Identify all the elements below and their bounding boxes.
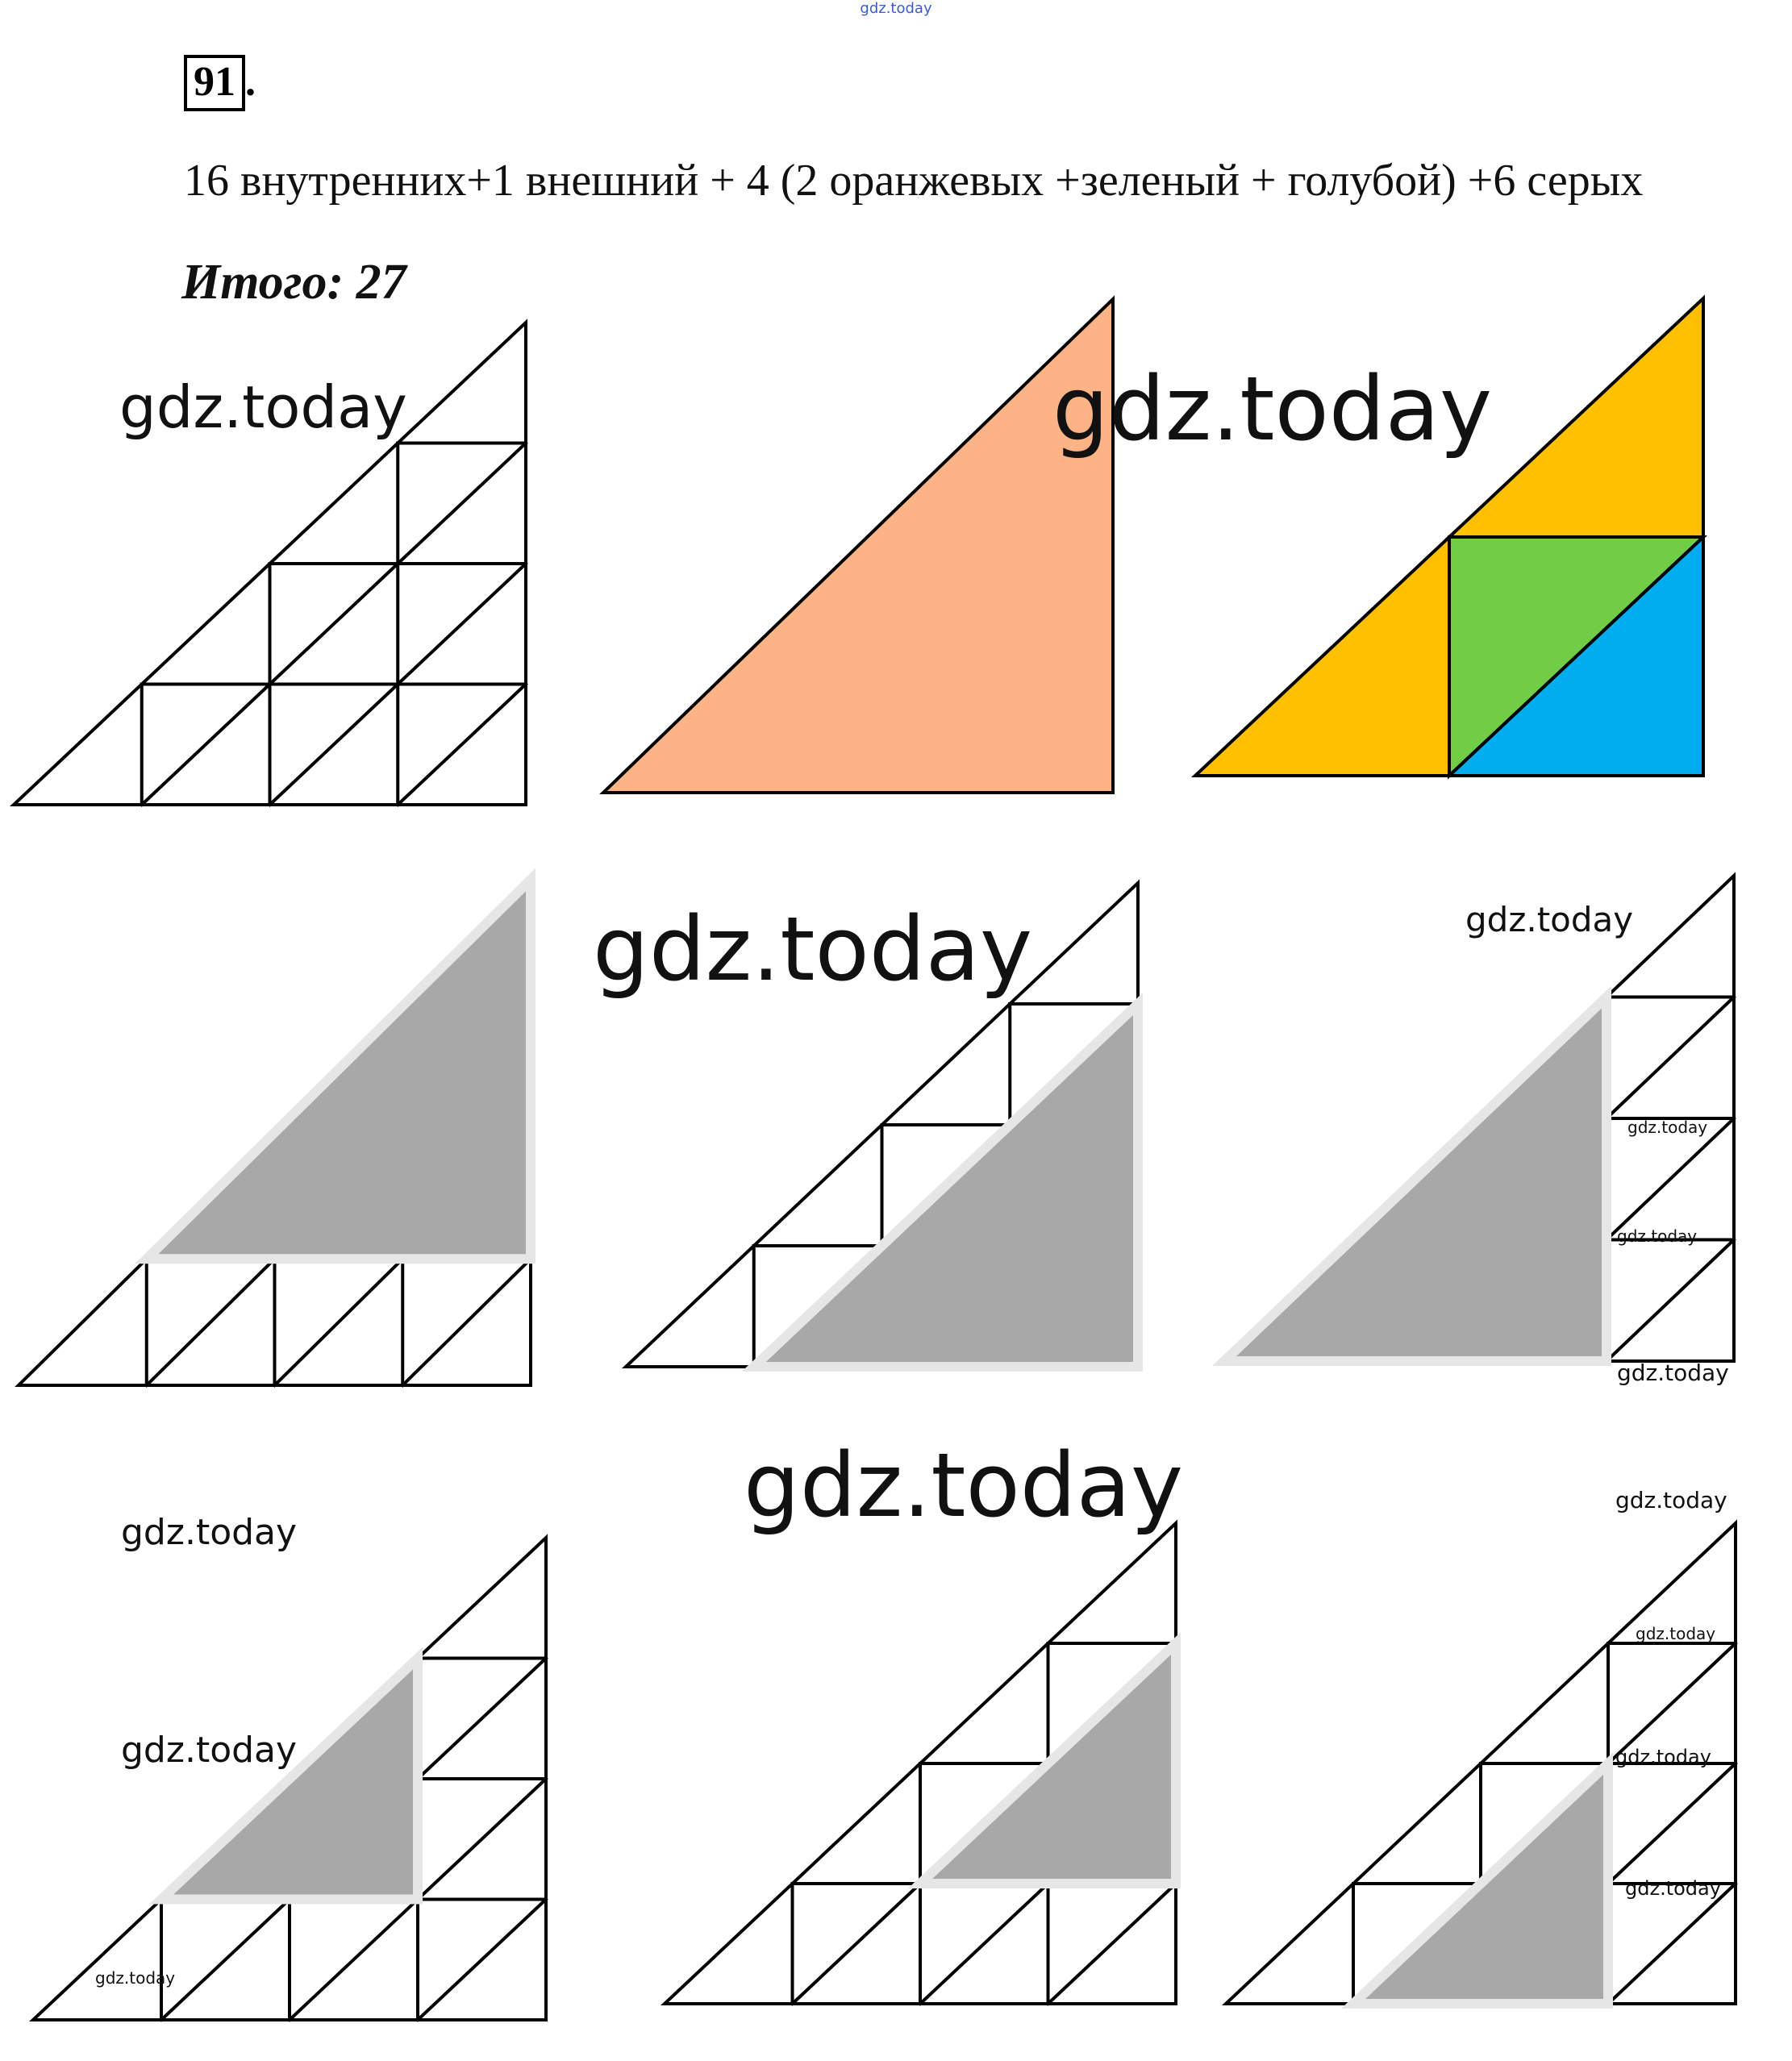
full-grid-diag bbox=[270, 685, 398, 806]
full-grid-diag bbox=[270, 564, 398, 685]
watermark-13: gdz.today bbox=[1615, 1746, 1711, 1768]
top-watermark: gdz.today bbox=[860, 0, 932, 17]
gray-size-3-top-diag bbox=[275, 1259, 403, 1385]
gray-size-3-top-diag bbox=[147, 1259, 275, 1385]
watermark-8: gdz.today bbox=[744, 1434, 1184, 1537]
gray-size-2-a-gray-triangle bbox=[161, 1659, 418, 1900]
watermark-7: gdz.today bbox=[1617, 1359, 1729, 1386]
watermark-11: gdz.today bbox=[121, 1730, 298, 1771]
gray-size-2-c-diag bbox=[1608, 1763, 1736, 1884]
gray-size-3-left-diag bbox=[1607, 1240, 1734, 1362]
watermark-14: gdz.today bbox=[1625, 1877, 1721, 1900]
watermark-3: gdz.today bbox=[593, 897, 1033, 1001]
gray-size-3-middle-gray-triangle bbox=[754, 1004, 1138, 1367]
full-grid-diag bbox=[398, 685, 526, 806]
watermark-4: gdz.today bbox=[1465, 900, 1634, 939]
gray-size-2-c-diag bbox=[1608, 1884, 1736, 2004]
gray-size-2-a-diag bbox=[418, 1659, 546, 1780]
gray-size-2-b-diag bbox=[793, 1884, 921, 2004]
gray-size-2-b-diag bbox=[1048, 1884, 1177, 2004]
gray-size-2-a-diag bbox=[161, 1900, 290, 2021]
orange-triangle-left bbox=[1195, 537, 1449, 776]
watermark-1: gdz.today bbox=[119, 373, 407, 441]
watermark-12: gdz.today bbox=[1636, 1624, 1716, 1643]
full-grid-diag bbox=[398, 564, 526, 685]
watermark-2: gdz.today bbox=[1052, 357, 1493, 460]
watermark-15: gdz.today bbox=[95, 1968, 176, 1988]
full-grid-diag bbox=[142, 685, 270, 806]
total-label: Итого: 27 bbox=[181, 255, 406, 310]
gray-size-2-a-diag bbox=[418, 1779, 546, 1900]
gray-size-3-top-diag bbox=[402, 1259, 531, 1385]
problem-description: 16 внутренних+1 внешний + 4 (2 оранжевых +зеленый + голубой) +6 серых bbox=[184, 156, 1644, 206]
gray-size-3-top-gray-triangle bbox=[147, 880, 531, 1259]
gray-size-3-left-diag bbox=[1607, 997, 1734, 1119]
watermark-9: gdz.today bbox=[121, 1512, 298, 1553]
watermark-5: gdz.today bbox=[1627, 1118, 1708, 1137]
gray-size-2-b-diag bbox=[920, 1884, 1048, 2004]
problem-number-suffix: . bbox=[245, 59, 256, 105]
problem-number-box: 91 bbox=[184, 55, 245, 111]
watermark-6: gdz.today bbox=[1617, 1226, 1698, 1246]
watermark-10: gdz.today bbox=[1615, 1487, 1727, 1513]
full-grid-diag bbox=[398, 443, 526, 564]
outer-triangle-orange bbox=[603, 299, 1113, 793]
gray-size-2-a-diag bbox=[418, 1900, 546, 2021]
gray-size-2-a-diag bbox=[290, 1900, 418, 2021]
gray-size-3-left-gray-triangle bbox=[1224, 997, 1607, 1362]
